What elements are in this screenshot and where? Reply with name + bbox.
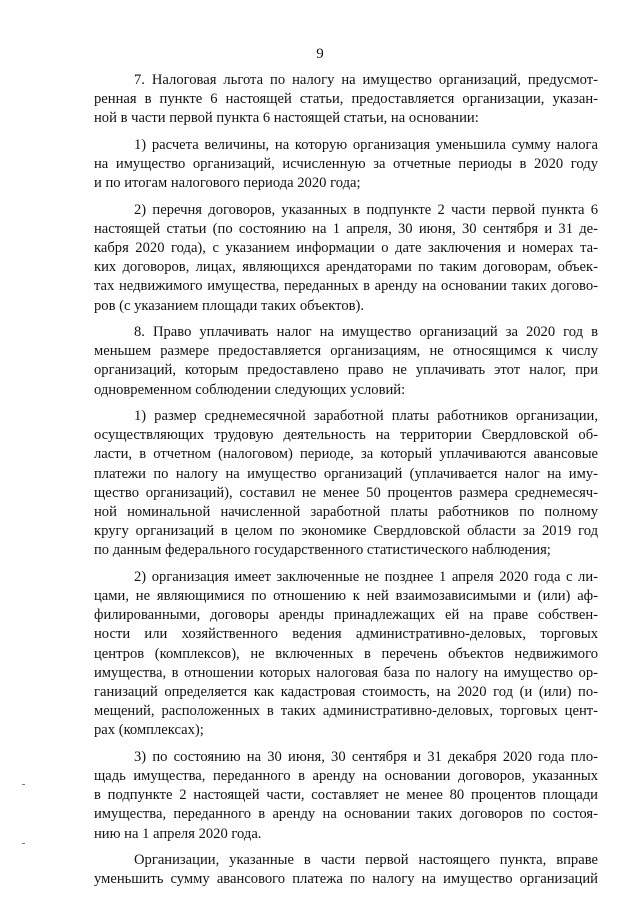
paragraph-line: ласти, в отчетном (налоговом) периоде, за который уплачиваются авансовые bbox=[94, 446, 598, 463]
paragraph-line: ной номинальной начисленной заработной платы работников по полному bbox=[94, 504, 598, 520]
scan-speck bbox=[22, 843, 25, 844]
paragraph-line: 1) расчета величины, на которую организация уменьшила сумму налога bbox=[134, 136, 598, 153]
paragraph-line: филированными, договоры аренды принадлежащих ей на праве собствен- bbox=[94, 607, 598, 624]
paragraph-line: центров (комплексов), не включенных в перечень объектов недвижимого bbox=[94, 645, 598, 662]
paragraph-line: по данным федерального государственного статистического наблюдения; bbox=[94, 542, 551, 559]
paragraph-line: 2) организация имеет заключенные не позднее 1 апреля 2020 года с ли- bbox=[134, 568, 598, 585]
paragraph-line: щество организаций), составил не менее 50 процентов размера среднемесяч- bbox=[94, 484, 598, 501]
paragraph-line: кабря 2020 года), с указанием информации о дате заключения и номерах та- bbox=[94, 240, 598, 256]
paragraph-line: имущества, переданного в аренду на основании таких договоров по состоя- bbox=[94, 806, 598, 823]
paragraph-line: ганизаций определяется как кадастровая стоимость, на 2020 год (и (или) по- bbox=[94, 684, 598, 700]
paragraph-line: тах недвижимого имущества, переданных в аренду на основании таких догово- bbox=[94, 278, 598, 295]
paragraph-line: мещений, расположенных в таких административно-деловых, торговых цент- bbox=[94, 703, 598, 720]
paragraph-line: 7. Налоговая льгота по налогу на имущество организаций, предусмот- bbox=[134, 72, 598, 88]
paragraph-line: настоящей статьи (по состоянию на 1 апреля, 30 июня, 30 сентября и 31 де- bbox=[94, 220, 598, 237]
paragraph-line: платежи по налогу на имущество организаций (уплачивается налог на иму- bbox=[94, 465, 598, 482]
paragraph-line: ренная в пункте 6 настоящей статьи, предоставляется организации, указан- bbox=[94, 91, 598, 108]
paragraph-line: Организации, указанные в части первой настоящего пункта, вправе bbox=[134, 852, 598, 868]
paragraph-line: ких договоров, лицах, являющихся арендаторами по таким договорам, объек- bbox=[94, 259, 598, 276]
paragraph-line: нию на 1 апреля 2020 года. bbox=[94, 825, 262, 842]
paragraph-line: кругу организаций в целом по экономике Свердловской области за 2019 год bbox=[94, 523, 598, 540]
paragraph-line: одновременном соблюдении следующих условий: bbox=[94, 381, 406, 398]
paragraph-line: цами, не являющимися по отношению к ней взаимозависимыми и (или) аф- bbox=[94, 588, 598, 604]
page-number: 9 bbox=[316, 46, 324, 62]
paragraph-line: на имущество организаций, исчисленную за отчетные периоды в 2020 году bbox=[94, 156, 598, 172]
paragraph-line: 3) по состоянию на 30 июня, 30 сентября и 31 декабря 2020 года пло- bbox=[134, 748, 598, 765]
paragraph-line: организаций, которым предоставлено право не уплачивать этот налог, при bbox=[94, 362, 598, 379]
paragraph-line: рах (комплексах); bbox=[94, 722, 204, 739]
paragraph-line: ности или хозяйственного ведения административно-деловых, торговых bbox=[94, 626, 598, 643]
paragraph-line: ров (с указанием площади таких объектов). bbox=[94, 297, 365, 314]
paragraph-line: 1) размер среднемесячной заработной платы работников организации, bbox=[134, 408, 598, 424]
scan-speck bbox=[22, 784, 25, 785]
paragraph-line: ной в части первой пункта 6 настоящей статьи, на основании: bbox=[94, 110, 479, 127]
paragraph-line: в подпункте 2 настоящей части, составляет не менее 80 процентов площади bbox=[94, 787, 598, 804]
paragraph-line: и по итогам налогового периода 2020 года; bbox=[94, 175, 361, 192]
paragraph-line: 8. Право уплачивать налог на имущество организаций за 2020 год в bbox=[134, 324, 598, 340]
paragraph-line: 2) перечня договоров, указанных в подпункте 2 части первой пункта 6 bbox=[134, 201, 598, 218]
paragraph-line: уменьшить сумму авансового платежа по налогу на имущество организаций bbox=[94, 871, 598, 888]
paragraph-line: меньшем размере предоставляется организациям, не относящимся к числу bbox=[94, 343, 598, 360]
paragraph-line: щадь имущества, переданного в аренду на основании договоров, указанных bbox=[94, 768, 598, 784]
paragraph-line: осуществляющих трудовую деятельность на территории Свердловской об- bbox=[94, 427, 598, 444]
paragraph-line: имущества, в отношении которых налоговая база по налогу на имущество ор- bbox=[94, 664, 598, 681]
